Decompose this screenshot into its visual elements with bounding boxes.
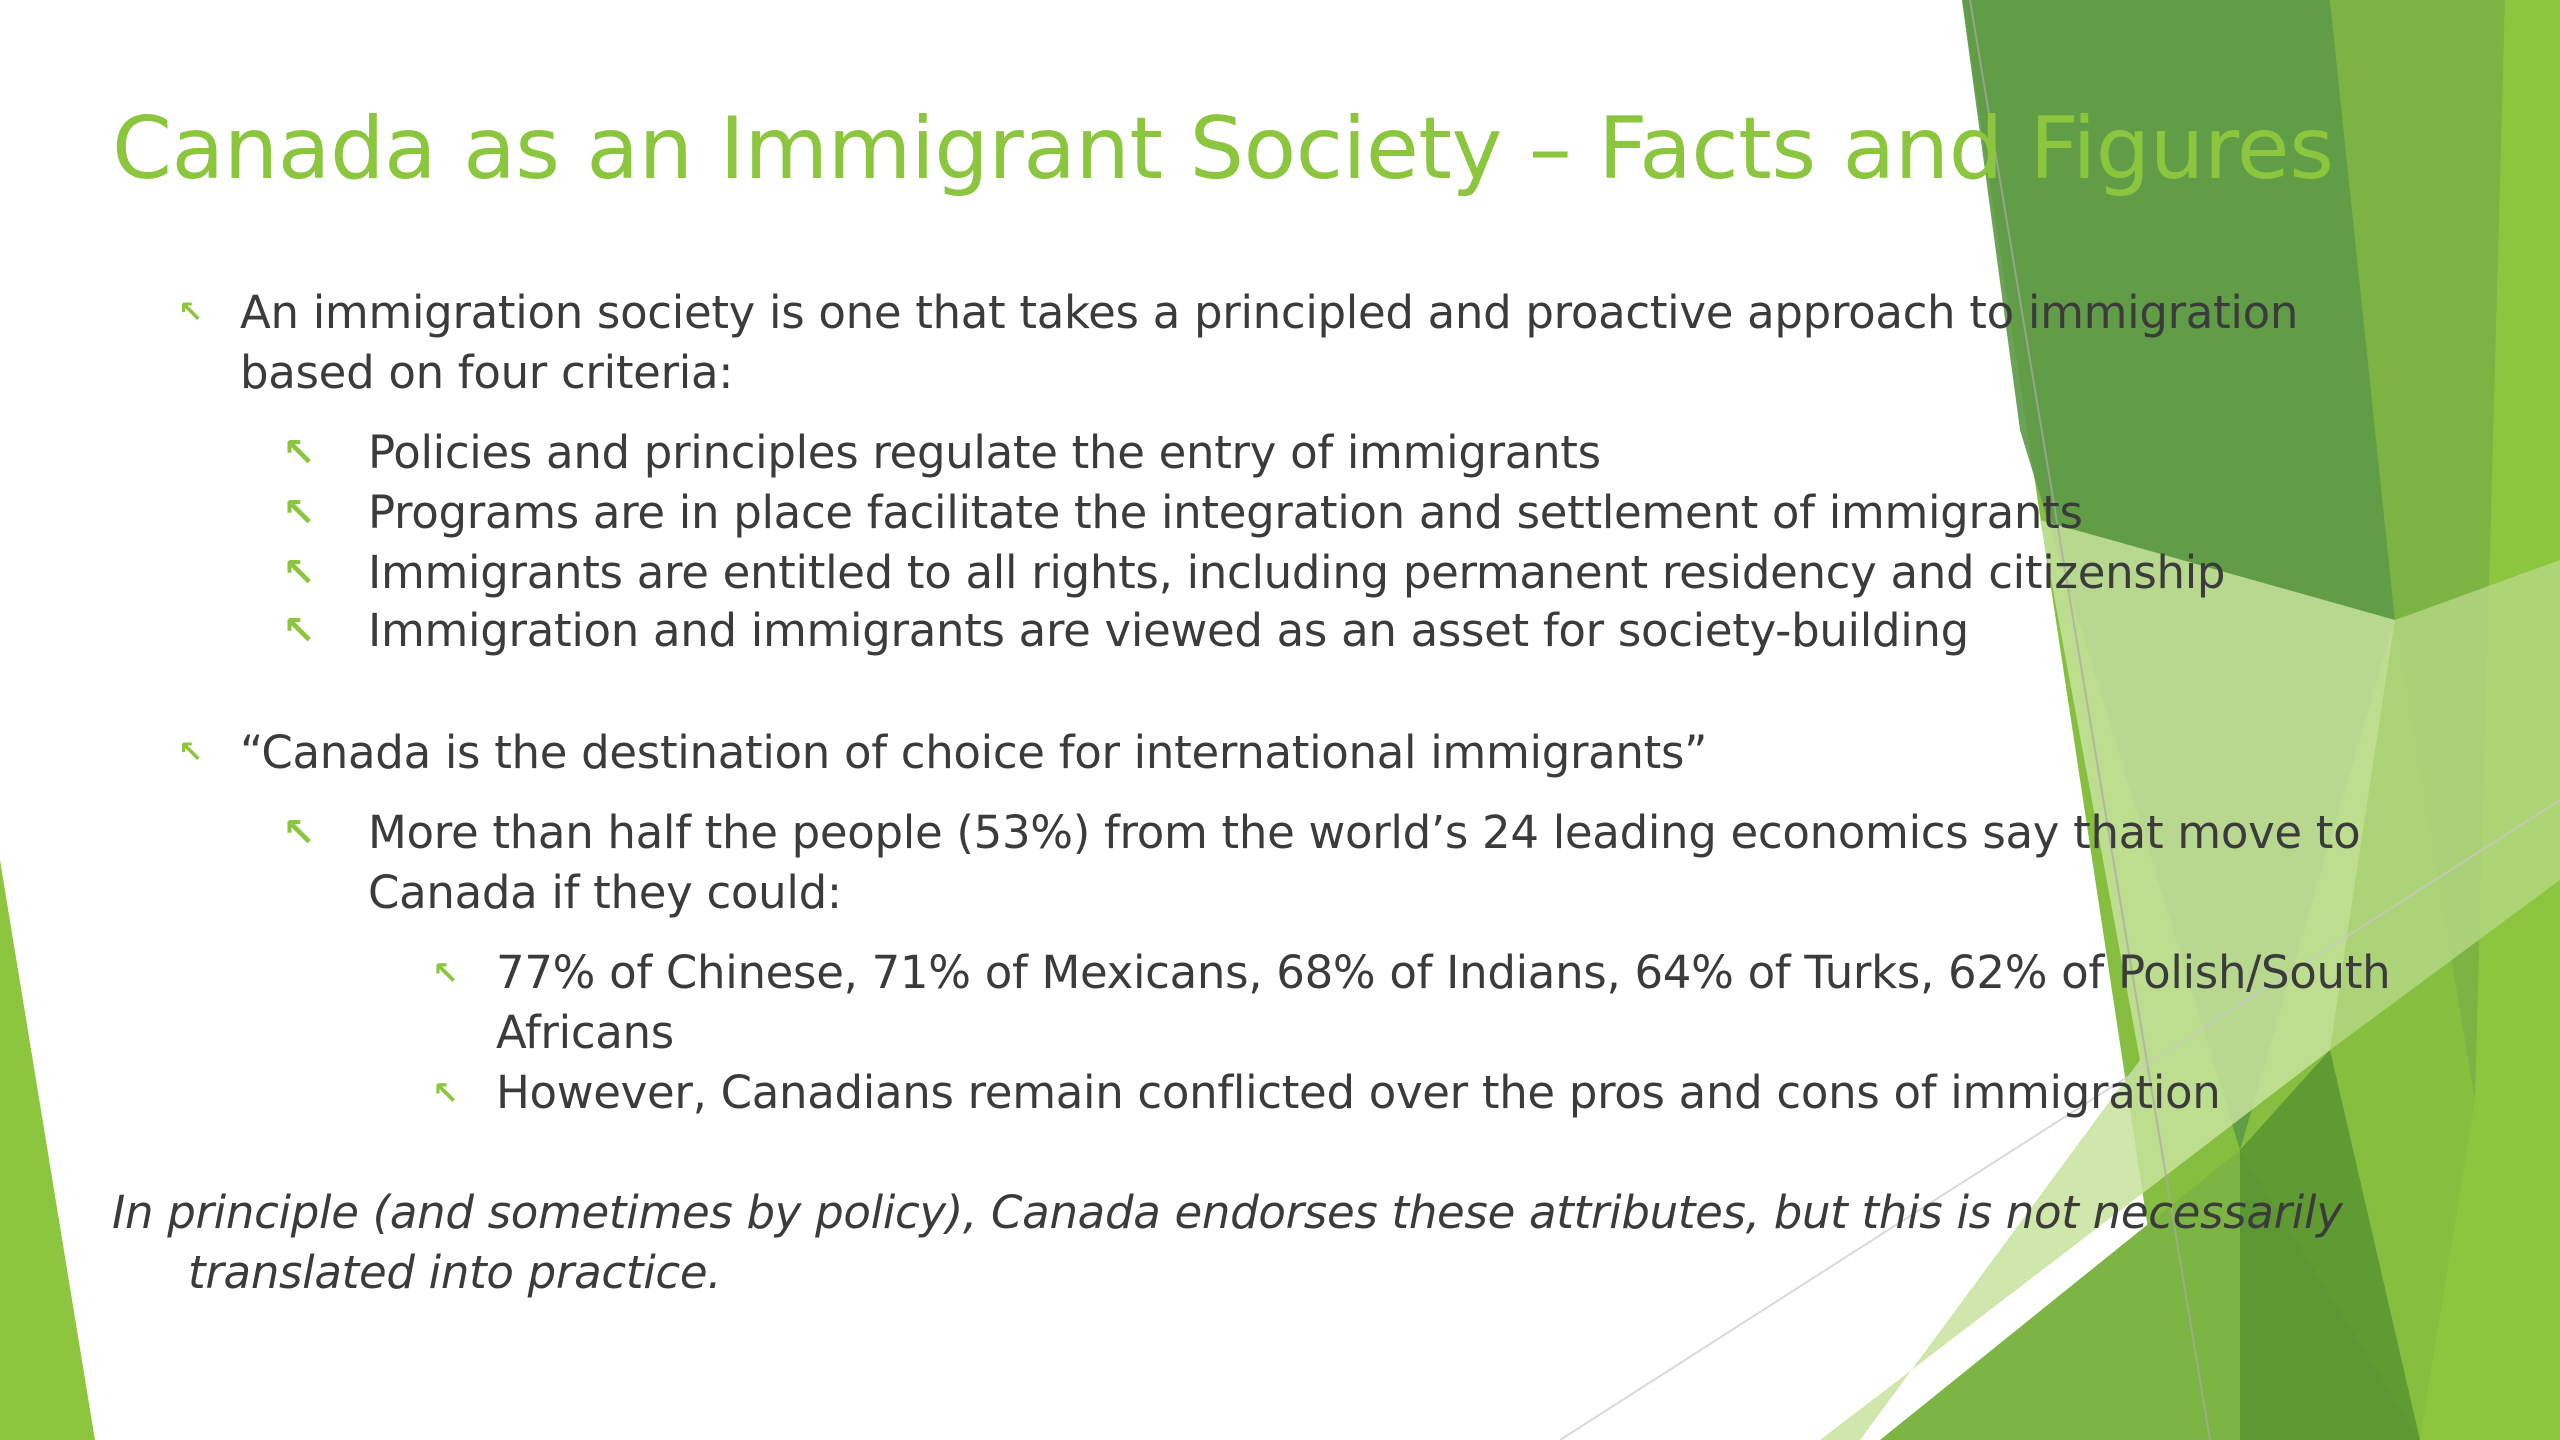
- bullet-text-line: More than half the people (53%) from the world’s 24 leading economics say that move to: [368, 806, 2361, 859]
- bullet-icon: ↖: [282, 430, 316, 476]
- bullet-item-level2: [368, 483, 2083, 543]
- bullet-text-line: However, Canadians remain conflicted over the pros and cons of immigration: [496, 1066, 2221, 1119]
- bullet-text-line: based on four criteria:: [240, 346, 734, 399]
- slide-title: Canada as an Immigrant Society – Facts and Figures: [112, 99, 2334, 199]
- bullet-item-level2: [368, 543, 2225, 603]
- bullet-text-line: 77% of Chinese, 71% of Mexicans, 68% of Indians, 64% of Turks, 62% of Polish/South: [496, 946, 2391, 999]
- bullet-icon: ↖: [432, 954, 459, 992]
- closing-line-1: In principle (and sometimes by policy), Canada endorses these attributes, but this is not necessarily: [112, 1186, 2343, 1239]
- bullet-icon: ↖: [178, 735, 204, 770]
- bullet-text-line: Immigration and immigrants are viewed as an asset for society-building: [368, 604, 1969, 657]
- bullet-item-level3: [496, 943, 2390, 1063]
- bullet-item-level2: [368, 601, 1969, 661]
- bullet-icon: ↖: [282, 608, 316, 654]
- bullet-text-line: An immigration society is one that takes a principled and proactive approach to immigration: [240, 286, 2299, 339]
- closing-statement: [112, 1183, 2412, 1303]
- bullet-item-level1: [240, 283, 2298, 403]
- bullet-item-level1: [240, 723, 1707, 783]
- bullet-icon: ↖: [282, 810, 316, 856]
- bullet-text-line: Immigrants are entitled to all rights, including permanent residency and citizenship: [368, 546, 2226, 599]
- bullet-icon: ↖: [282, 550, 316, 596]
- bullet-icon: ↖: [432, 1074, 459, 1112]
- bullet-item-level3: [496, 1063, 2220, 1123]
- closing-line-2: translated into practice.: [188, 1246, 722, 1299]
- bullet-icon: ↖: [282, 490, 316, 536]
- bullet-text-line: Africans: [496, 1006, 674, 1059]
- bullet-item-level2: [368, 803, 2360, 923]
- bullet-text-line: “Canada is the destination of choice for international immigrants”: [240, 726, 1708, 779]
- bullet-text-line: Policies and principles regulate the entry of immigrants: [368, 426, 1601, 479]
- bullet-icon: ↖: [178, 295, 204, 330]
- bullet-text-line: Canada if they could:: [368, 866, 842, 919]
- bullet-text-line: Programs are in place facilitate the integration and settlement of immigrants: [368, 486, 2083, 539]
- bullet-item-level2: [368, 423, 1601, 483]
